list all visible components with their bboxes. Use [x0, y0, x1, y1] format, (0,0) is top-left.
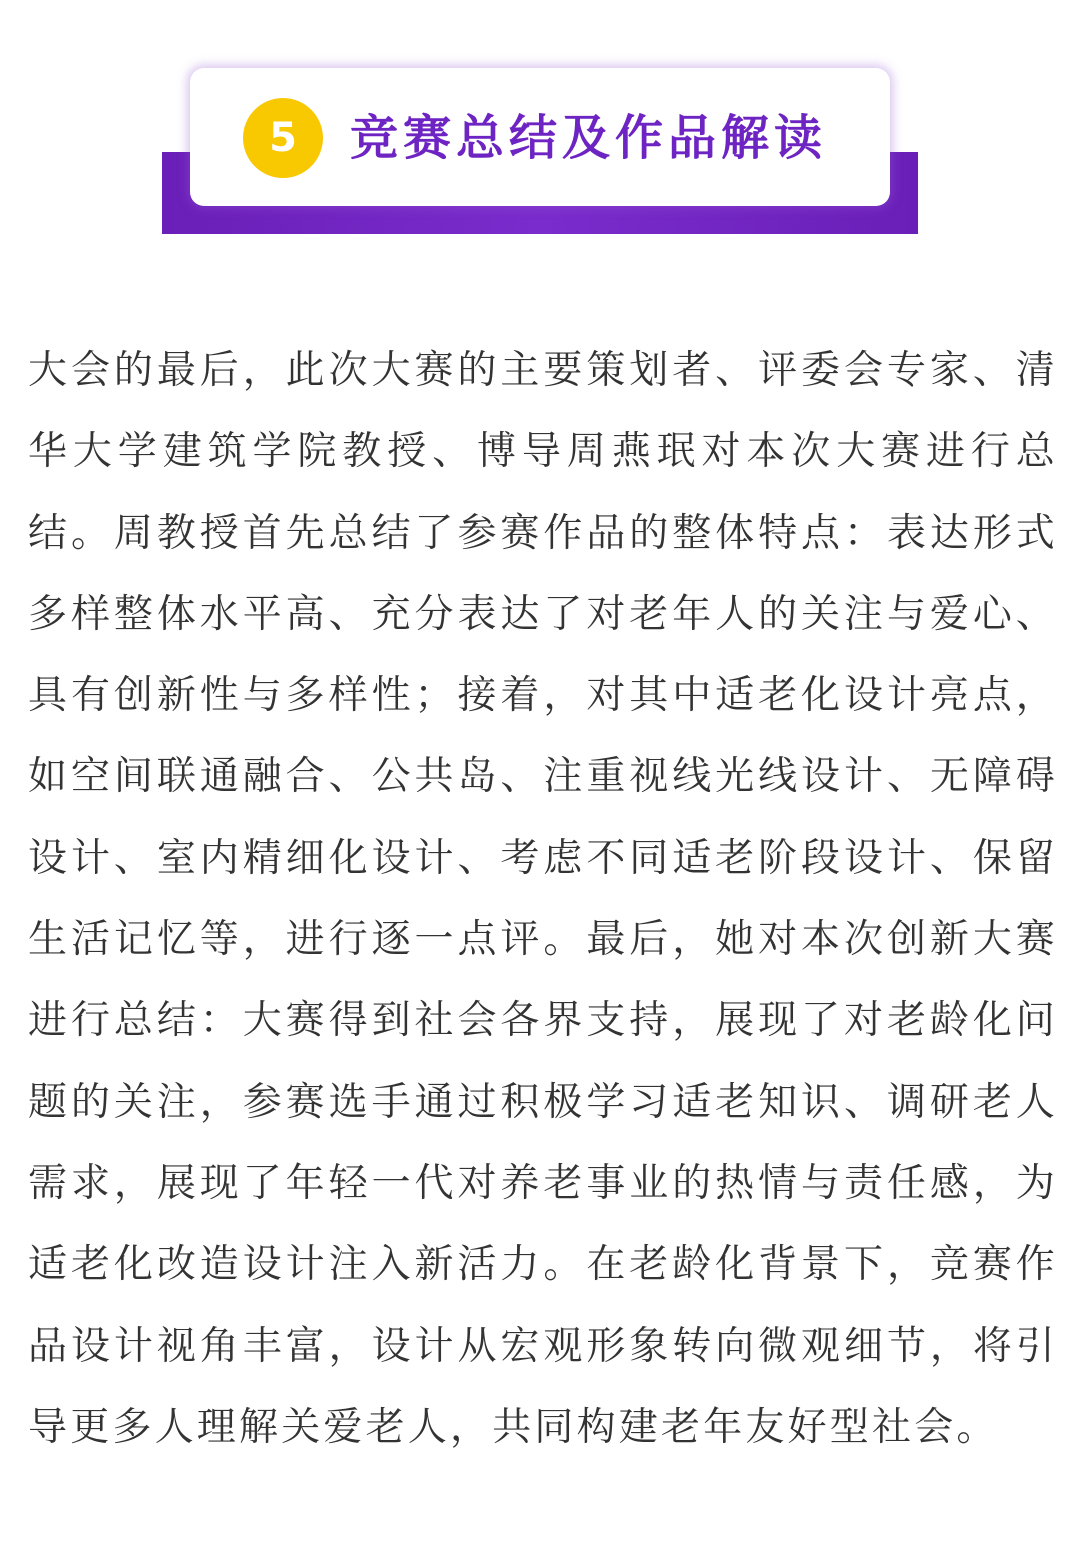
- header-card: [190, 68, 890, 206]
- section-title: 竞赛总结及作品解读: [350, 110, 828, 166]
- article-paragraph: 大会的最后，此次大赛的主要策划者、评委会专家、清华大学建筑学院教授、博导周燕珉对本次大赛进行总结。周教授首先总结了参赛作品的整体特点：表达形式多样整体水平高、充分表达了对老年人的关注与爱心、具有创新性与多样性；接着，对其中适老化设计亮点，如空间联通融合、公共岛、注重视线光线设计、无障碍设计、室内精细化设计、考虑不同适老阶段设计、保留生活记忆等，进行逐一点评。最后，她对本次创新大赛进行总结：大赛得到社会各界支持，展现了对老龄化问题的关注，参赛选手通过积极学习适老知识、调研老人需求，展现了年轻一代对养老事业的热情与责任感，为适老化改造设计注入新活力。在老龄化背景下，竞赛作品设计视角丰富，设计从宏观形象转向微观细节，将引导更多人理解关爱老人，共同构建老年友好型社会。: [28, 348, 1058, 1450]
- section-header: [162, 68, 918, 234]
- section-number-badge: 5: [243, 98, 323, 178]
